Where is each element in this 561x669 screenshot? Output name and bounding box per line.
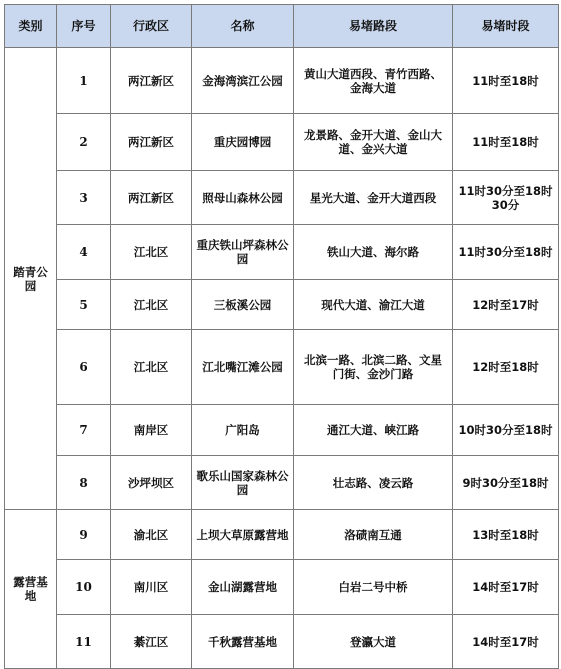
table-header-row (5, 5, 559, 48)
name-cell: 重庆园博园 (192, 114, 294, 171)
table-row (5, 114, 559, 171)
district-cell: 两江新区 (111, 171, 192, 225)
roads-cell: 星光大道、金开大道西段 (294, 171, 453, 225)
name-cell: 千秋露营基地 (192, 615, 294, 669)
index-cell: 10 (57, 560, 111, 615)
table-row (5, 560, 559, 615)
index-cell: 3 (57, 171, 111, 225)
index-cell: 9 (57, 510, 111, 560)
table-row (5, 48, 559, 114)
index-cell: 8 (57, 456, 111, 510)
time-cell: 11时至18时 (453, 114, 559, 171)
roads-cell: 白岩二号中桥 (294, 560, 453, 615)
header-index: 序号 (57, 5, 111, 48)
name-cell: 三板溪公园 (192, 280, 294, 330)
roads-cell: 登瀛大道 (294, 615, 453, 669)
time-cell: 11时30分至18时30分 (453, 171, 559, 225)
table-row (5, 225, 559, 280)
district-cell: 南岸区 (111, 405, 192, 456)
roads-cell: 铁山大道、海尔路 (294, 225, 453, 280)
index-cell: 5 (57, 280, 111, 330)
roads-cell: 现代大道、渝江大道 (294, 280, 453, 330)
district-cell: 綦江区 (111, 615, 192, 669)
roads-cell: 洛碛南互通 (294, 510, 453, 560)
time-cell: 10时30分至18时 (453, 405, 559, 456)
time-cell: 11时至18时 (453, 48, 559, 114)
time-cell: 9时30分至18时 (453, 456, 559, 510)
table-row (5, 171, 559, 225)
header-name: 名称 (192, 5, 294, 48)
roads-cell: 北滨一路、北滨二路、文星门街、金沙门路 (294, 330, 453, 405)
index-cell: 2 (57, 114, 111, 171)
name-cell: 江北嘴江滩公园 (192, 330, 294, 405)
time-cell: 14时至17时 (453, 615, 559, 669)
table-row (5, 280, 559, 330)
table-row (5, 510, 559, 560)
time-cell: 13时至18时 (453, 510, 559, 560)
time-cell: 12时至17时 (453, 280, 559, 330)
traffic-congestion-table (4, 4, 559, 669)
district-cell: 沙坪坝区 (111, 456, 192, 510)
district-cell: 渝北区 (111, 510, 192, 560)
table-row (5, 405, 559, 456)
index-cell: 7 (57, 405, 111, 456)
table-row (5, 615, 559, 669)
roads-cell: 黄山大道西段、青竹西路、金海大道 (294, 48, 453, 114)
name-cell: 上坝大草原露营地 (192, 510, 294, 560)
time-cell: 12时至18时 (453, 330, 559, 405)
time-cell: 11时30分至18时 (453, 225, 559, 280)
roads-cell: 龙景路、金开大道、金山大道、金兴大道 (294, 114, 453, 171)
name-cell: 广阳岛 (192, 405, 294, 456)
district-cell: 江北区 (111, 330, 192, 405)
index-cell: 4 (57, 225, 111, 280)
header-time: 易堵时段 (453, 5, 559, 48)
name-cell: 照母山森林公园 (192, 171, 294, 225)
table-row (5, 330, 559, 405)
district-cell: 江北区 (111, 225, 192, 280)
name-cell: 金山湖露营地 (192, 560, 294, 615)
header-category: 类别 (5, 5, 57, 48)
index-cell: 1 (57, 48, 111, 114)
category-cell: 踏青公园 (5, 48, 57, 510)
table-row (5, 456, 559, 510)
header-district: 行政区 (111, 5, 192, 48)
district-cell: 两江新区 (111, 48, 192, 114)
roads-cell: 壮志路、凌云路 (294, 456, 453, 510)
index-cell: 6 (57, 330, 111, 405)
district-cell: 江北区 (111, 280, 192, 330)
category-cell: 露营基地 (5, 510, 57, 669)
district-cell: 南川区 (111, 560, 192, 615)
name-cell: 重庆铁山坪森林公园 (192, 225, 294, 280)
index-cell: 11 (57, 615, 111, 669)
time-cell: 14时至17时 (453, 560, 559, 615)
roads-cell: 通江大道、峡江路 (294, 405, 453, 456)
header-roads: 易堵路段 (294, 5, 453, 48)
name-cell: 金海湾滨江公园 (192, 48, 294, 114)
district-cell: 两江新区 (111, 114, 192, 171)
name-cell: 歌乐山国家森林公园 (192, 456, 294, 510)
